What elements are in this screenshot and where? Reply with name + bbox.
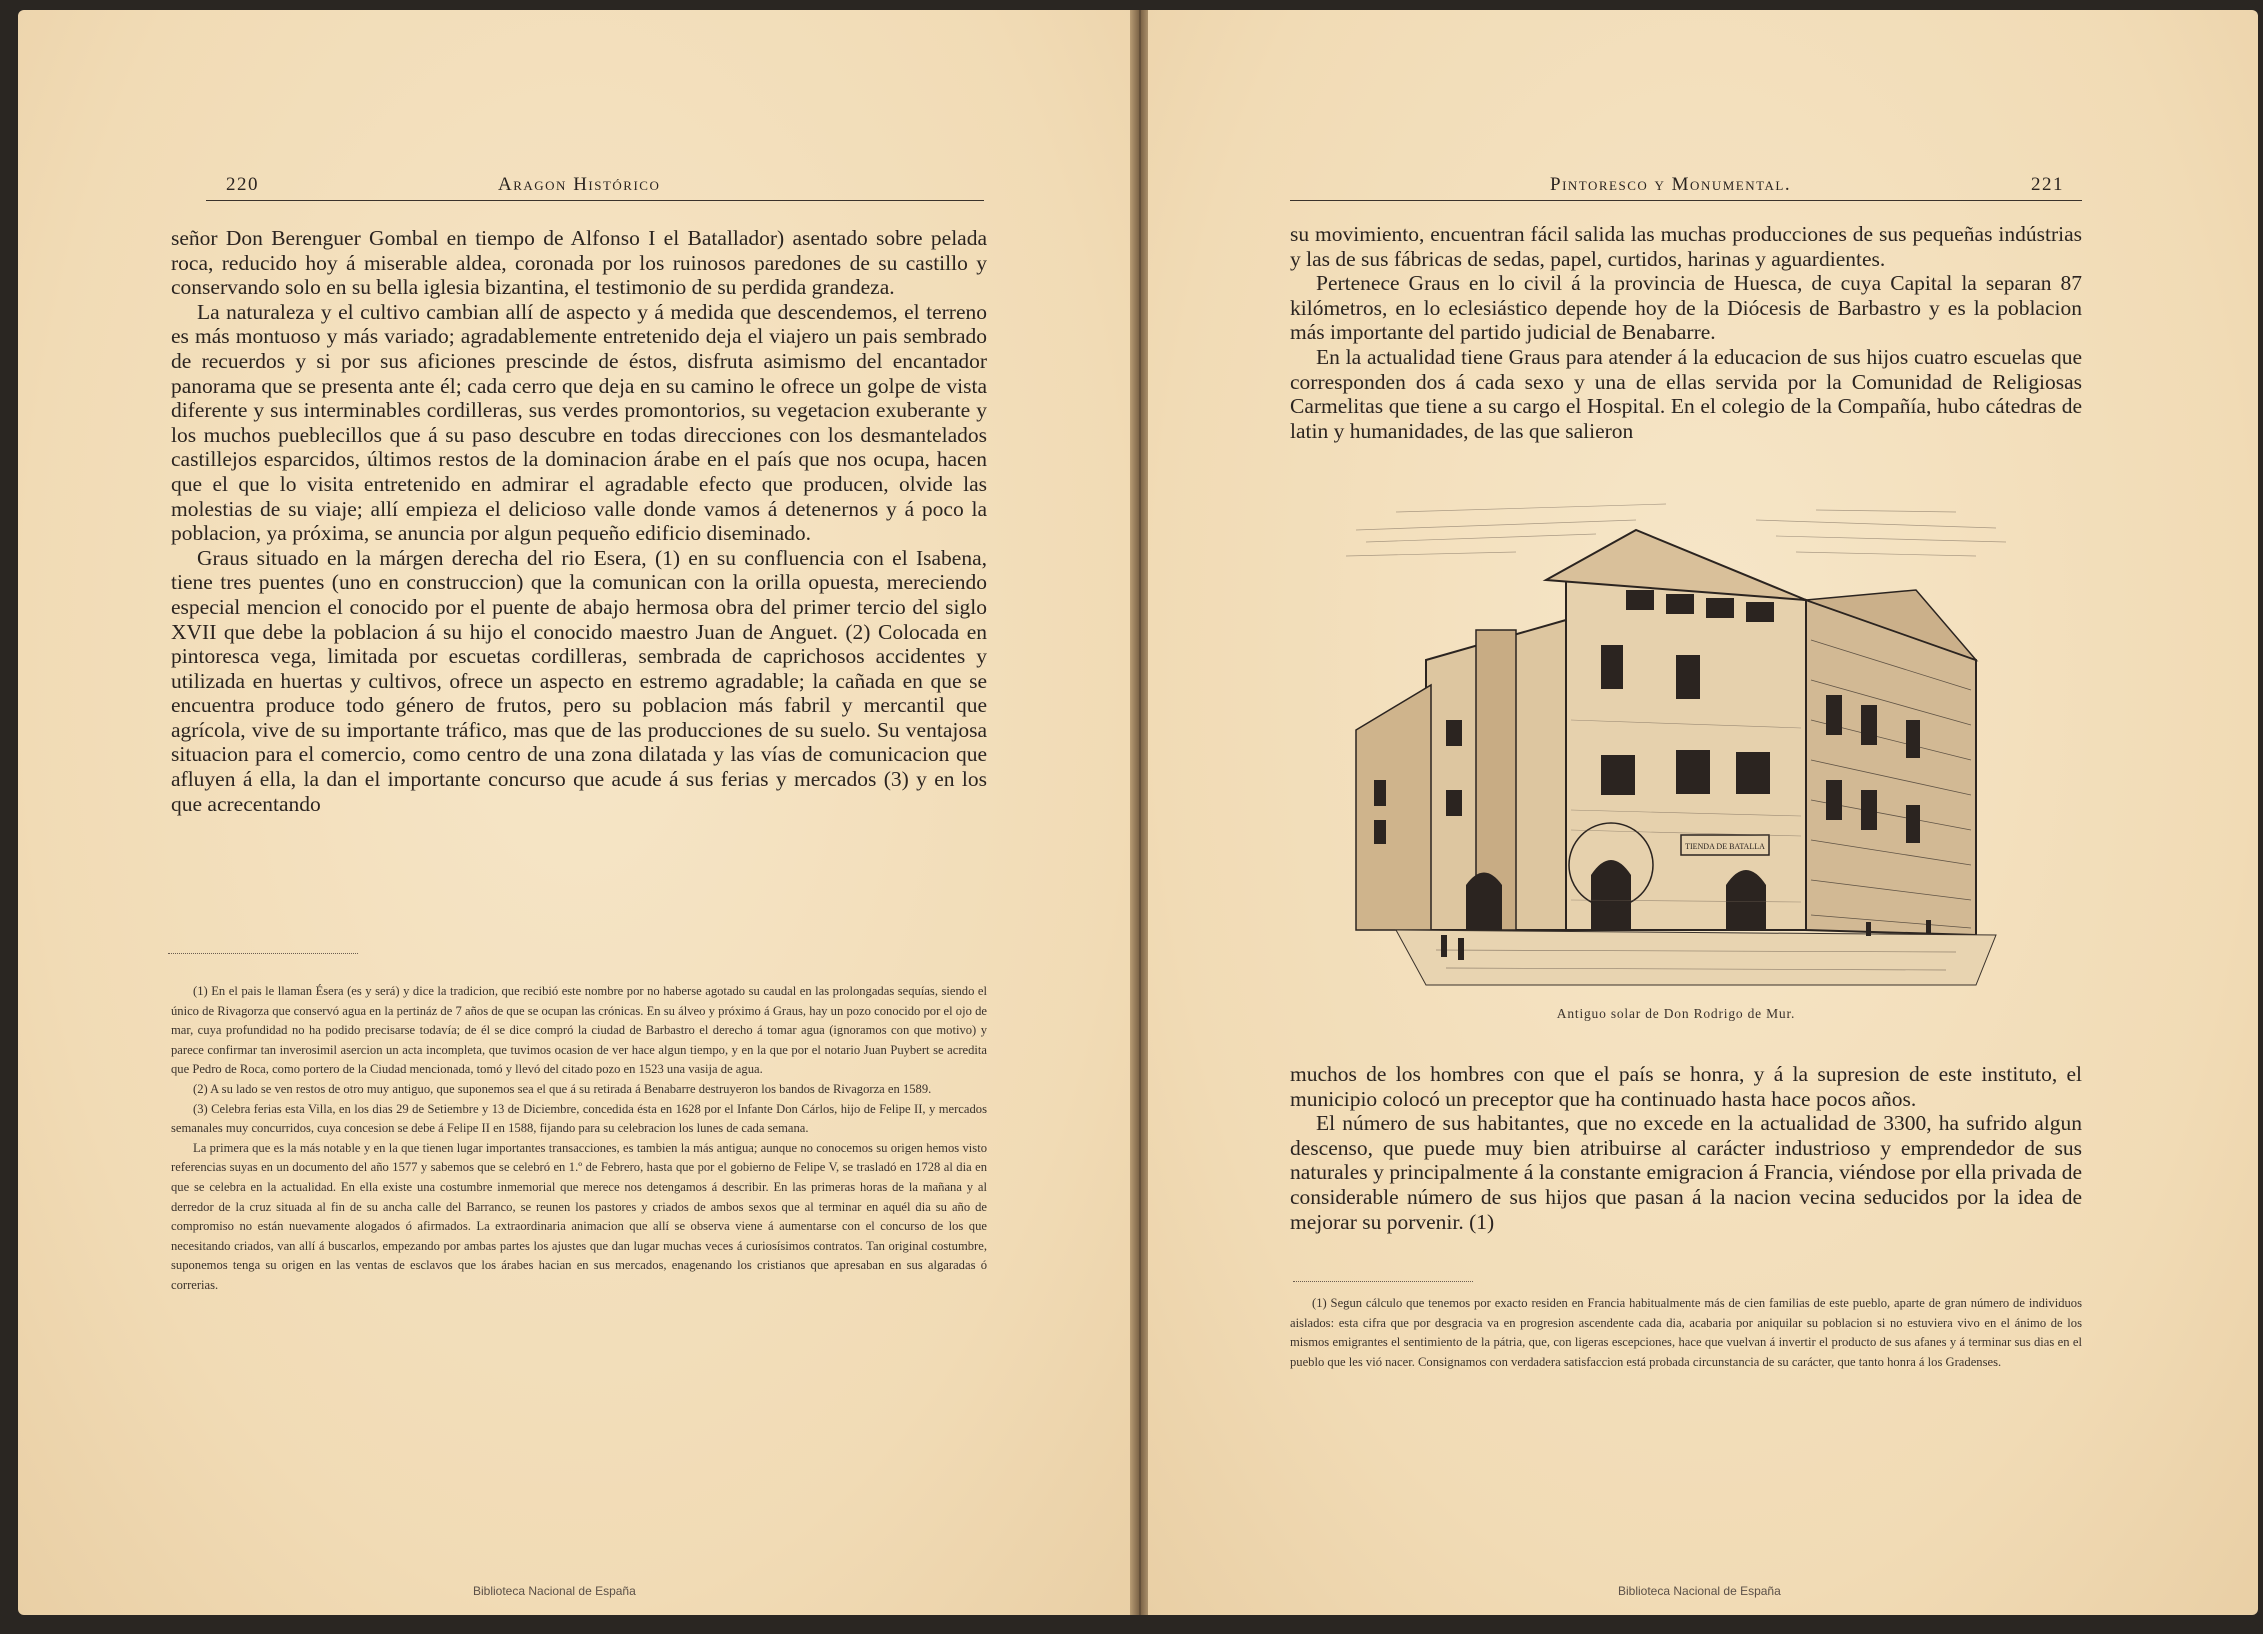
body-text-top bbox=[1290, 222, 2082, 443]
paragraph: Pertenece Graus en lo civil á la provincia de Huesca, de cuya Capital la separan 87 kilómetros, en lo eclesiástico depende hoy de la Diócesis de Barbastro y es la poblacion más importante del partido judicial de Benabarre. bbox=[1290, 271, 2082, 345]
paragraph: muchos de los hombres con que el país se honra, y á la supresion de este instituto, el municipio colocó un preceptor que ha continuado hasta hace pocos años. bbox=[1290, 1062, 2082, 1111]
footnote: (2) A su lado se ven restos de otro muy antiguo, que suponemos sea el que á su retirada á Benabarre destruyeron los bandos de Rivagorza en 1589. bbox=[193, 1081, 932, 1096]
footnote: (1) Segun cálculo que tenemos por exacto residen en Francia habitualmente más de cien familias de este pueblo, aparte de gran número de individuos aislados: esta cifra que por desgracia va en progresion ascendente cada dia, acabaria por aniquilar su poblacion si no estuviera vivo en el ánimo de los mismos emigrantes el sentimiento de la pátria, que, con ligeras escepciones, hace que vuelvan á invertir el producto de sus afanes y á terminar sus dias en el pueblo que les vió nacer. Consignamos con verdadera satisfaccion está probada circunstancia de su carácter, que tanto honra á los Gradenses. bbox=[1290, 1296, 2082, 1369]
footnote: (1) En el pais le llaman Ésera (es y será) y dice la tradicion, que recibió este nombre por no haberse agotado su caudal en las prolongadas sequías, siendo el único de Rivagorza que conservó agua en la pertináz de 7 años de que se ocupan las crónicas. En su álveo y próximo á Graus, hay un pozo conocido por el ojo de mar, cuya profundidad no ha podido precisarse todavía; de él se dice compró la ciudad de Barbastro el derecho á tomar agua (ignoramos con que motivo) y parece confirmar tan inverosimil asercion un acta incompleta, que tuvimos ocasion de ver hace algun tiempo, y en la que por el notario Juan Puybert se acredita que Pedro de Roca, como portero de la Ciudad mencionada, tomó y llevó del citado pozo en 1523 una vasija de agua. bbox=[171, 984, 987, 1077]
library-footer: Biblioteca Nacional de España bbox=[473, 1584, 636, 1598]
left-page bbox=[18, 10, 1136, 1615]
paragraph: señor Don Berenguer Gombal en tiempo de Alfonso I el Batallador) asentado sobre pelada roca, reducido hoy á miserable aldea, coronada por los ruinosos paredones de su castillo y conservando solo en su bella iglesia bizantina, el testimonio de su perdida grandeza. bbox=[171, 226, 987, 300]
paragraph: Graus situado en la márgen derecha del rio Esera, (1) en su confluencia con el Isabena, tiene tres puentes (uno en construccion) que la comunican con la orilla opuesta, mereciendo especial mencion el conocido por el puente de abajo hermosa obra del primer tercio del siglo XVII que debe la poblacion á su hijo el conocido maestro Juan de Anguet. (2) Colocada en pintoresca vega, limitada por escuetas cordilleras, sembrada de caprichosos accidentes y utilizada en huertas y cultivos, ofrece un aspecto en estremo agradable; la cañada en que se encuentra produce todo género de frutos, pero su poblacion más fabril y mercantil que agrícola, vive de su importante tráfico, mas que de las producciones de su suelo. Su ventajosa situacion para el comercio, como centro de una zona dilatada y las vías de comunicacion que afluyen á ella, la dan el importante concurso que acude á sus ferias y mercados (3) y en los que acrecentando bbox=[171, 545, 987, 816]
paragraph: La naturaleza y el cultivo cambian allí de aspecto y á medida que descendemos, el terreno es más montuoso y más variado; agradablemente entretenido deja el viajero un pais sembrado de recuerdos y si por sus aficiones prescinde de éstos, disfruta asimismo del encantador panorama que se presenta ante él; cada cerro que deja en su camino le ofrece un golpe de vista diferente y sus interminables cordilleras, sus verdes promontorios, su vegetacion exuberante y los muchos pueblecillos que á su paso descubre en todas direcciones con los desmantelados castillejos esparcidos, últimos restos de la dominacion árabe en el país que nos ocupa, hacen que el que lo visita entretenido en admirar el agradable efecto que producen, olvide las molestias de su viaje; allí empieza el delicioso valle donde vamos á detenernos y á poco la poblacion, ya próxima, se anuncia por algun pequeño edificio diseminado. bbox=[171, 299, 987, 546]
footnote: La primera que es la más notable y en la que tienen lugar importantes transacciones, es tambien la más antigua; aunque no conocemos su origen hemos visto referencias suyas en un documento del año 1577 y sabemos que se celebró en 1.º de Febrero, hasta que por el gobierno de Felipe V, se trasladó en 1728 al dia en que se celebra en la actualidad. En ella existe una costumbre inmemorial que merece nos detengamos á describir. En las primeras horas de la mañana y al derredor de la cruz situada al fin de su ancha calle del Barranco, se reunen los pastores y criados de ambos sexos que al terminar en aquél dia su año de compromiso no están nuevamente alogados ó afirmados. La extraordinaria animacion que allí se observa viene á aumentarse con el concurso de los que necesitando criados, van allí á buscarlos, empezando por ambas partes los ajustes que dan lugar muchas veces á curiosísimos contratos. Tan original costumbre, suponemos tenga su origen en las ventas de esclavos que los árabes hacian en sus mercados, enagenando los cristianos que apresaban en sus algaradas ó correrias. bbox=[171, 1140, 987, 1292]
building-engraving bbox=[1336, 490, 2016, 990]
footnote: (3) Celebra ferias esta Villa, en los dias 29 de Setiembre y 13 de Diciembre, concedida ésta en 1628 por el Infante Don Cárlos, hijo de Felipe II, y mercados semanales muy concurridos, cuya concesion se debe á Felipe II en 1588, fijando para su celebracion los lunes de cada semana. bbox=[171, 1101, 987, 1136]
paragraph: En la actualidad tiene Graus para atender á la educacion de sus hijos cuatro escuelas que corresponden dos á cada sexo y una de ellas servida por la Comunidad de Religiosas Carmelitas que tiene a su cargo el Hospital. En el colegio de la Compañía, hubo cátedras de latin y humanidades, de las que salieron bbox=[1290, 344, 2082, 443]
footnote-rule bbox=[168, 953, 358, 954]
page-header bbox=[1290, 170, 2082, 201]
body-text bbox=[171, 226, 987, 816]
paragraph: su movimiento, encuentran fácil salida las muchas producciones de sus pequeñas indústrias y las de sus fábricas de sedas, papel, curtidos, harinas y aguardientes. bbox=[1290, 222, 2082, 271]
running-head: Aragon Histórico bbox=[498, 174, 661, 195]
paragraph: El número de sus habitantes, que no excede en la actualidad de 3300, ha sufrido algun descenso, que puede muy bien atribuirse al carácter industrioso y emprendedor de sus naturales y principalmente á la constante emigracion á Francia, viéndose por ella privada de considerable número de sus hijos que pasan á la nacion vecina seducidos por la idea de mejorar su porvenir. (1) bbox=[1290, 1111, 2082, 1234]
book-gutter bbox=[1130, 10, 1150, 1615]
figure-caption: Antiguo solar de Don Rodrigo de Mur. bbox=[1556, 1006, 1796, 1021]
footnote-rule bbox=[1293, 1281, 1473, 1282]
footnotes bbox=[1290, 1294, 2082, 1372]
page-number: 221 bbox=[2031, 174, 2064, 195]
running-head: Pintoresco y Monumental. bbox=[1550, 174, 1792, 195]
shop-sign: TIENDA DE BATALLA bbox=[1685, 842, 1765, 851]
right-page bbox=[1148, 10, 2258, 1615]
footnotes bbox=[171, 982, 987, 1296]
library-footer: Biblioteca Nacional de España bbox=[1618, 1584, 1781, 1598]
page-number: 220 bbox=[226, 174, 259, 195]
illustration bbox=[1336, 490, 2016, 1021]
body-text-bottom bbox=[1290, 1062, 2082, 1234]
page-header bbox=[206, 170, 984, 201]
